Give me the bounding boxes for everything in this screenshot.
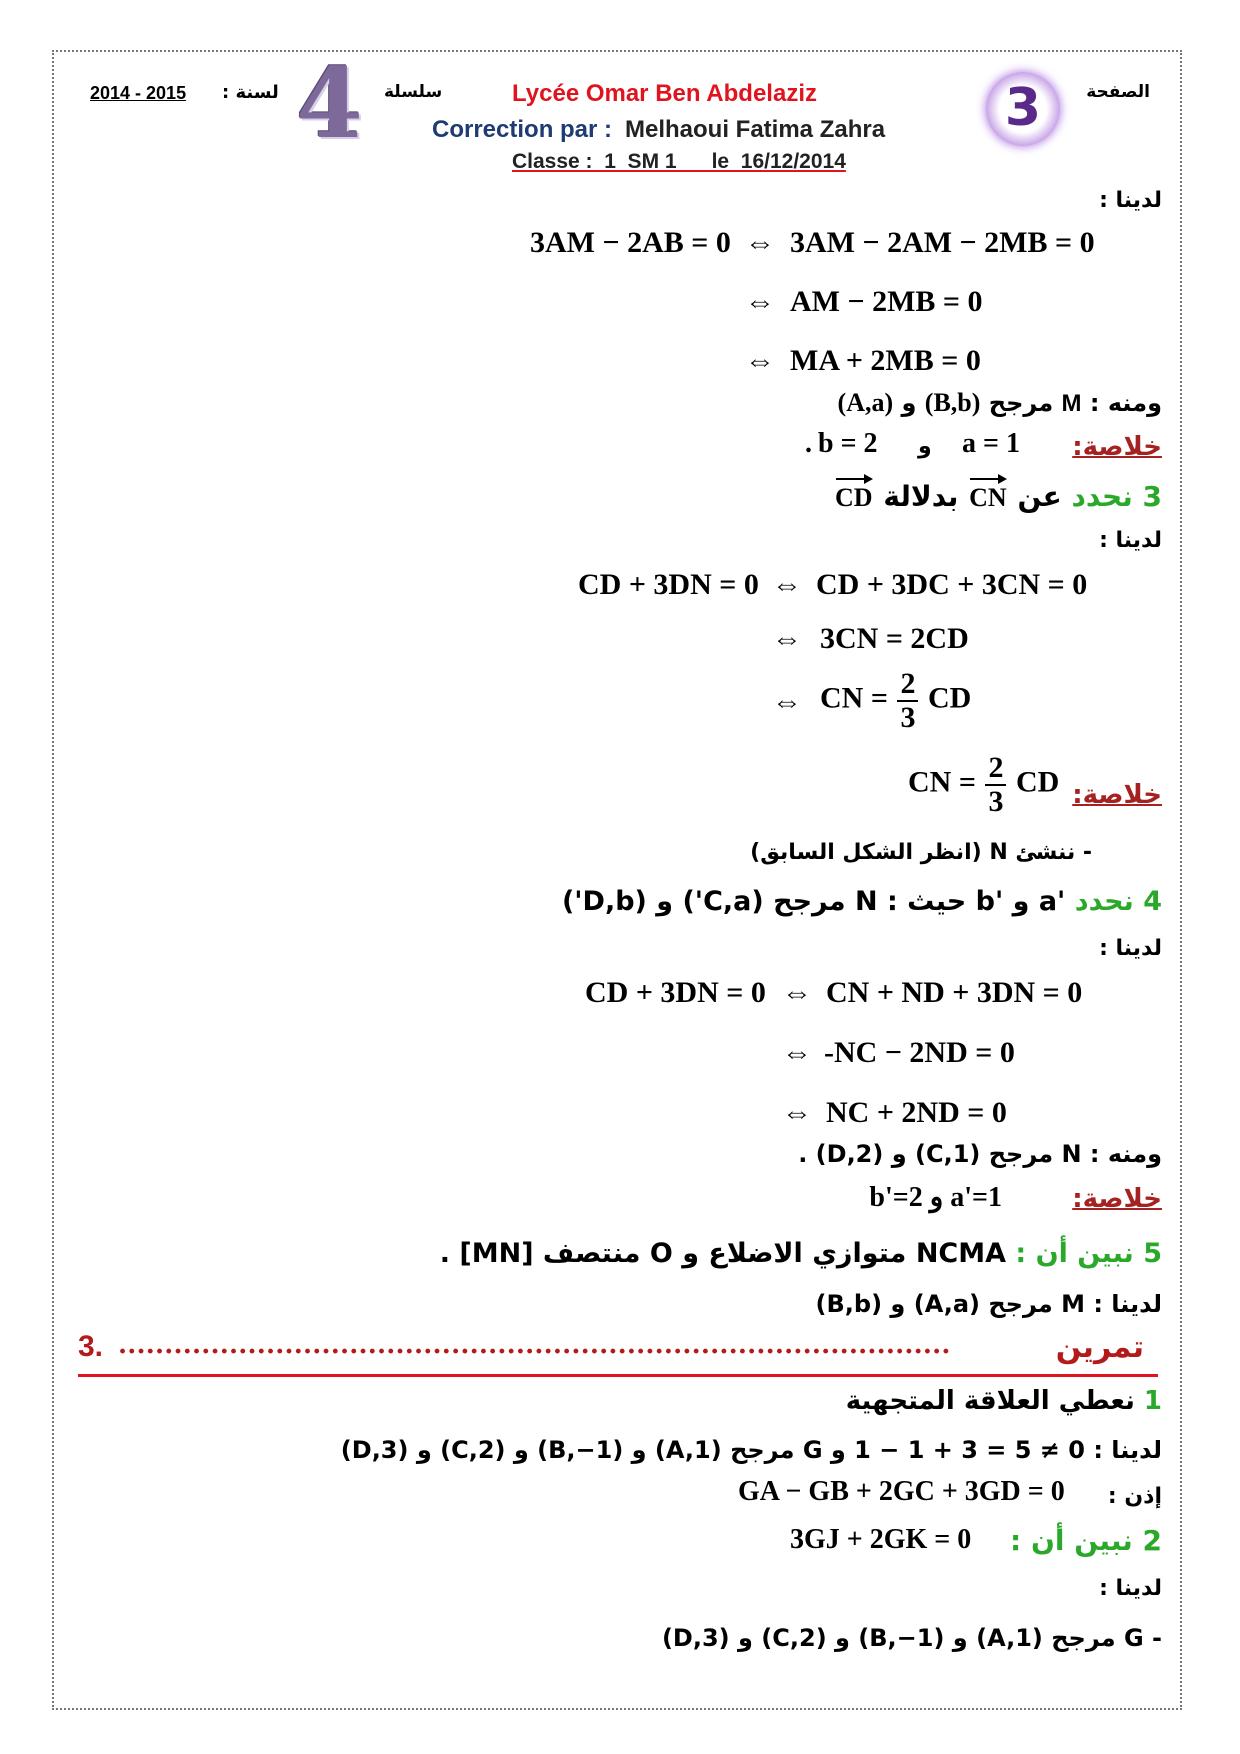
question-verb: نحدد	[1071, 480, 1133, 513]
equation-step-3	[820, 668, 971, 733]
exercise-title: تمرين	[1055, 1330, 1144, 1365]
summary-label: خلاصة:	[1072, 780, 1162, 810]
question-number: 4	[1143, 886, 1162, 917]
barycenter-conclusion: ومنه : N مرجح (C,1) و (D,2) .	[798, 1140, 1162, 1168]
period: .	[805, 428, 812, 459]
and-word: و	[901, 389, 917, 417]
year-label: لسنة :	[222, 82, 279, 103]
equivalence-symbol: ⇔	[745, 226, 775, 259]
given-label: لدينا :	[1099, 188, 1162, 213]
question-text: نعطي العلاقة المتجهية	[845, 1386, 1135, 1416]
fraction-denominator: 3	[988, 784, 1004, 818]
given-label: لدينا :	[1099, 1576, 1162, 1601]
page-number: 3	[1004, 78, 1042, 138]
barycenter-conclusion	[838, 388, 1162, 418]
pair-a: (A,a)	[837, 388, 894, 417]
vector-cd: CD	[835, 476, 873, 513]
equation-lhs: CD + 3DN = 0	[578, 568, 759, 601]
correction-label: Correction par :	[432, 116, 613, 143]
given-statement: - G مرجح (A,1) و (B,−1) و (C,2) و (D,3)	[661, 1624, 1162, 1652]
exercise-question-2	[1010, 1524, 1162, 1557]
equation-step-3: MA + 2MB = 0	[790, 344, 981, 377]
summary-equation	[908, 752, 1059, 817]
question-text: NCMA متوازي الاضلاع و O منتصف [MN] .	[439, 1238, 1006, 1269]
summary-label: خلاصة:	[1072, 432, 1162, 462]
equation-step-1: CD + 3DC + 3CN = 0	[816, 568, 1088, 601]
exercise-number: 3.	[78, 1330, 104, 1363]
exercise-underline	[78, 1374, 1158, 1377]
question-verb: نبين أن :	[1010, 1524, 1133, 1557]
equivalence-symbol: ⇔	[782, 1036, 812, 1069]
correction-name: Melhaoui Fatima Zahra	[625, 116, 886, 143]
equation-step-1: 3AM − 2AM − 2MB = 0	[790, 226, 1095, 259]
given-label: لدينا :	[1099, 936, 1162, 961]
equivalence-symbol: ⇔	[745, 344, 775, 377]
question-verb: نبين أن :	[1015, 1238, 1134, 1269]
summary-label: خلاصة:	[1072, 1184, 1162, 1214]
series-label: سلسلة	[384, 82, 443, 102]
result-primes: a'=1 و b'=2	[869, 1182, 1002, 1213]
equivalence-symbol: ⇔	[772, 568, 802, 601]
result-b: b = 2	[818, 428, 878, 459]
equivalence-symbol: ⇔	[782, 1096, 812, 1129]
given-statement: لدينا : M مرجح (A,a) و (B,b)	[815, 1290, 1162, 1318]
eq-left: CN =	[820, 681, 888, 715]
eq-right: CD	[1015, 765, 1060, 799]
construction-note: - ننشئ N (انظر الشكل السابق)	[750, 840, 1092, 865]
question-number: 5	[1143, 1238, 1162, 1269]
equivalence-symbol: ⇔	[772, 685, 802, 718]
year-value: 2014 - 2015	[90, 83, 187, 103]
result-a: a = 1	[962, 428, 1020, 459]
vector-relation: 3GJ + 2GK = 0	[790, 1524, 972, 1555]
question-3	[834, 476, 1162, 513]
and-word: و	[918, 434, 932, 459]
question-5	[440, 1238, 1162, 1269]
eq-right: CD	[927, 681, 972, 715]
given-label: لدينا :	[1099, 528, 1162, 553]
point-label: M	[1061, 390, 1082, 417]
class-date-line: Classe : 1 SM 1 le 16/12/2014	[512, 150, 846, 173]
question-verb: نحدد	[1074, 886, 1134, 917]
equation-step-2: 3CN = 2CD	[820, 622, 969, 655]
fraction-denominator: 3	[900, 700, 916, 734]
given-statement: لدينا : 0 ≠ 5 = 3 + 1 − 1 و G مرجح (A,1) و (B,−1) و (C,2) و (D,3)	[340, 1436, 1162, 1464]
eq-left: CN =	[908, 765, 976, 799]
page-label: الصفحة	[1086, 82, 1150, 102]
question-number: 3	[1142, 480, 1162, 513]
school-name: Lycée Omar Ben Abdelaziz	[512, 80, 817, 107]
equation-step-2: -NC − 2ND = 0	[824, 1036, 1015, 1069]
equivalence-symbol: ⇔	[772, 622, 802, 655]
page-number-badge	[986, 72, 1060, 146]
question-number: 2	[1142, 1524, 1162, 1557]
exercise-question-1	[846, 1386, 1162, 1416]
question-number: 1	[1143, 1386, 1162, 1416]
equation-lhs: CD + 3DN = 0	[585, 976, 766, 1009]
fraction-numerator: 2	[985, 752, 1006, 786]
equation-step-2: AM − 2MB = 0	[790, 285, 983, 318]
about-word: عن	[1017, 480, 1062, 513]
equivalence-symbol: ⇔	[745, 285, 775, 318]
question-4	[562, 886, 1162, 917]
pair-b: (B,b)	[924, 388, 981, 417]
equation-step-3: NC + 2ND = 0	[826, 1096, 1007, 1129]
equation-step-1: CN + ND + 3DN = 0	[826, 976, 1083, 1009]
therefore-label: إذن :	[1107, 1484, 1162, 1509]
equation-lhs: 3AM − 2AB = 0	[530, 226, 731, 259]
fraction-numerator: 2	[897, 668, 918, 702]
exercise-dots: ..........................................................................................	[118, 1330, 951, 1360]
barycenter-word: مرجح	[988, 389, 1054, 417]
conclusion-word: ومنه :	[1089, 389, 1162, 417]
in-terms-of-word: بدلالة	[883, 480, 959, 513]
vector-relation: GA − GB + 2GC + 3GD = 0	[738, 1476, 1065, 1507]
equivalence-symbol: ⇔	[782, 976, 812, 1009]
vector-cn: CN	[969, 476, 1007, 513]
series-number: 4	[296, 47, 363, 160]
question-text: 'a و 'b حيث : N مرجح (C,a') و (D,b')	[561, 886, 1066, 917]
